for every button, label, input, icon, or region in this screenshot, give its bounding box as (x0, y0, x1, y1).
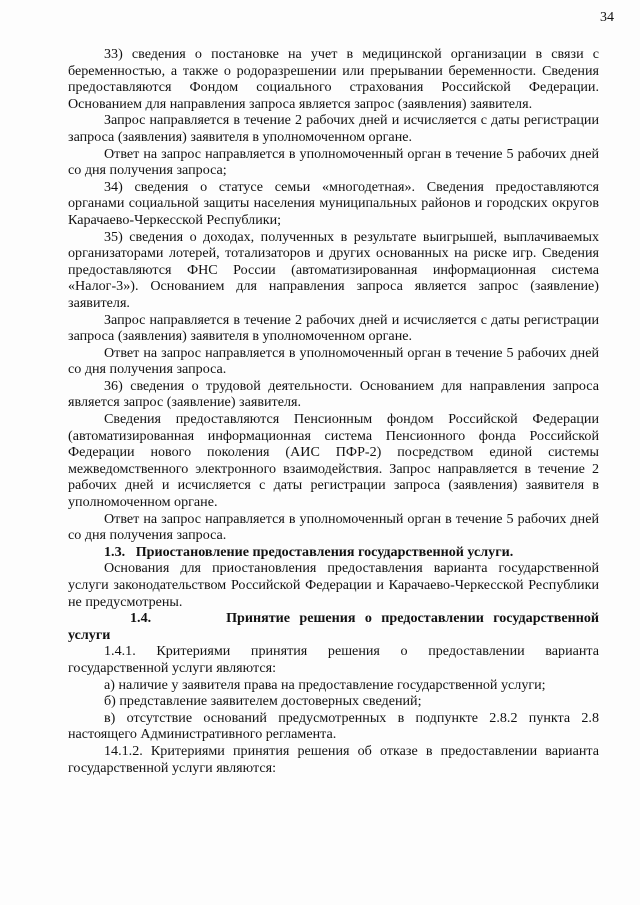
paragraph-item-34: 34) сведения о статусе семьи «многодетная». Сведения предоставляются органами социальной защиты населения муниципальных районов и городских округов Карачаево-Черкесской Республики; (68, 178, 599, 228)
criteria-item-b: б) представление заявителем достоверных сведений; (104, 693, 422, 710)
paragraph-request-timing: Запрос направляется в течение 2 рабочих дней и исчисляется с даты регистрации запроса (заявления) заявителя в уполномоченном органе. (68, 311, 599, 345)
paragraph-response-timing: Ответ на запрос направляется в уполномоченный орган в течение 5 рабочих дней со дня получения запроса. (68, 510, 599, 544)
section-number-1-4: 1.4. (130, 610, 152, 627)
criteria-paragraph: 1.4.1. Критериями принятия решения о предоставлении варианта государственной услуги являются: (68, 643, 599, 676)
page-number: 34 (600, 10, 614, 25)
paragraph-request-timing: Запрос направляется в течение 2 рабочих дней и исчисляется с даты регистрации запроса (заявления) заявителя в уполномоченном органе. (68, 112, 599, 145)
paragraph-response-timing: Ответ на запрос направляется в уполномоченный орган в течение 5 рабочих дней со дня получения запроса; (68, 145, 599, 179)
document-body (68, 46, 599, 776)
criteria-item-c: в) отсутствие оснований предусмотренных в подпункте 2.8.2 пункта 2.8 настоящего Административного регламента. (68, 709, 599, 743)
section-1-3-text: Основания для приостановления предоставления варианта государственной услуги законодательством Российской Федерации и Карачаево-Черкесской Республики не предусмотрены. (68, 560, 599, 610)
refusal-criteria-paragraph: 14.1.2. Критериями принятия решения об отказе в предоставлении варианта государственной услуги являются: (68, 742, 599, 776)
section-heading-1-4 (68, 610, 599, 627)
section-heading-1-4-text: Принятие решения о предоставлении государственной (226, 610, 599, 627)
section-heading-1-4-cont: услуги (68, 626, 111, 643)
paragraph-item-33: 33) сведения о постановке на учет в медицинской организации в связи с беременностью, а также о родоразрешении или прерывании беременности. Сведения предоставляются Фондом социального страхования Российской Федерации. Основанием для направления запроса является запрос (заявления) заявителя. (68, 46, 599, 112)
paragraph-response-timing: Ответ на запрос направляется в уполномоченный орган в течение 5 рабочих дней со дня получения запроса. (68, 344, 599, 378)
paragraph-pension-fund: Сведения предоставляются Пенсионным фондом Российской Федерации (автоматизированная информационная система Пенсионного фонда Российской Федерации нового поколения (АИС ПФР-2) посредством единой системы межведомственного электронного взаимодействия. Запрос направляется в течение 2 рабочих дней и исчисляется с даты регистрации запроса (заявления) заявителя в уполномоченном органе. (68, 411, 599, 511)
paragraph-item-35: 35) сведения о доходах, полученных в результате выигрышей, выплачиваемых организаторами лотерей, тотализаторов и других основанных на риске игр. Сведения предоставляются ФНС России (автоматизированная информационная система «Налог-3»). Основанием для направления запроса является запрос (заявление) заявителя. (68, 228, 599, 311)
paragraph-item-36: 36) сведения о трудовой деятельности. Основанием для направления запроса является запрос (заявление) заявителя. (68, 377, 599, 411)
criteria-item-a: а) наличие у заявителя права на предоставление государственной услуги; (104, 676, 546, 693)
section-heading-1-3: 1.3. Приостановление предоставления государственной услуги. (104, 543, 514, 560)
